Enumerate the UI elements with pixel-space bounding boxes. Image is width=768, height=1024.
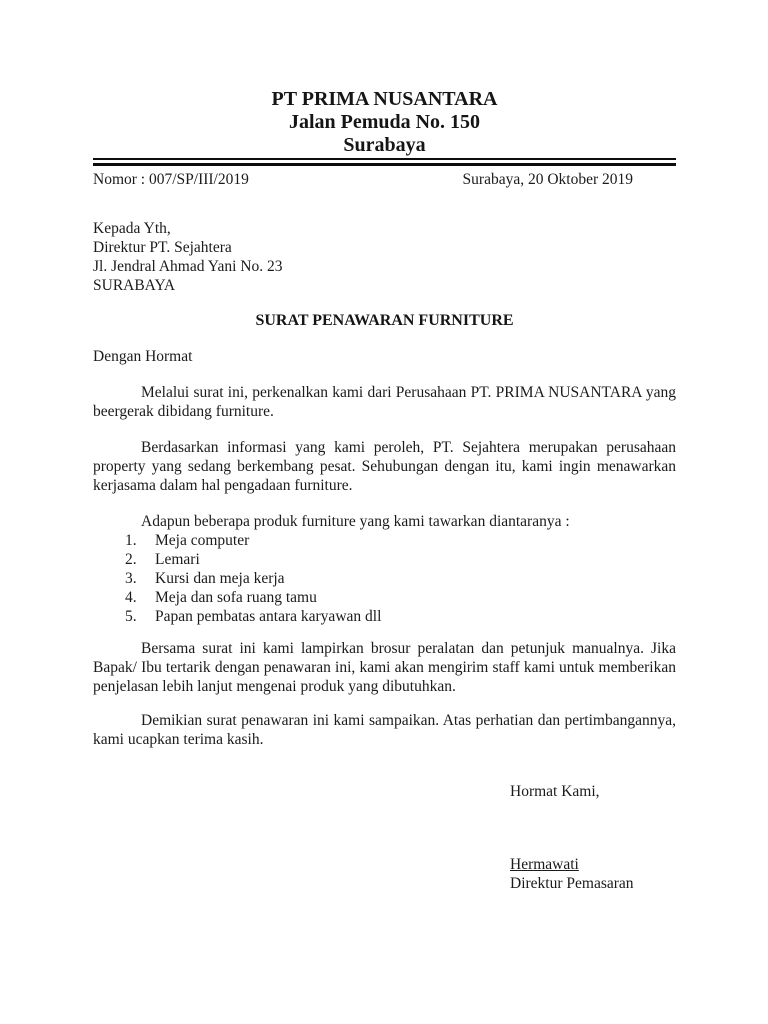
list-item-number: 4. (125, 589, 137, 606)
list-item (125, 607, 676, 626)
letter-place-date: Surabaya, 20 Oktober 2019 (462, 171, 633, 188)
paragraph-background: Berdasarkan informasi yang kami peroleh, PT. Sejahtera merupakan perusahaan property yang sedang berkembang pesat. Sehubungan dengan itu, kami ingin menawarkan kerjasama dalam hal pengadaan furniture. (93, 439, 676, 494)
signature-position: Direktur Pemasaran (510, 875, 634, 892)
list-item-number: 1. (125, 532, 137, 549)
list-item (125, 569, 676, 588)
recipient-line: Jl. Jendral Ahmad Yani No. 23 (93, 258, 283, 275)
meta-row (93, 170, 676, 189)
signature-name: Hermawati (510, 856, 579, 873)
product-list-intro: Adapun beberapa produk furniture yang kami tawarkan diantaranya : (141, 513, 570, 530)
salutation: Dengan Hormat (93, 348, 193, 365)
subject-title: SURAT PENAWARAN FURNITURE (255, 312, 514, 329)
list-item-number: 5. (125, 608, 137, 625)
closing-block (510, 782, 676, 893)
paragraph-attachment: Bersama surat ini kami lampirkan brosur peralatan dan petunjuk manualnya. Jika Bapak/ Ibu tertarik dengan penawaran ini, kami akan mengirim staff kami untuk memberikan penjelasan lebih lanjut mengenai produk yang dibutuhkan. (93, 640, 676, 695)
paragraph-closing: Demikian surat penawaran ini kami sampaikan. Atas perhatian dan pertimbangannya, kami ucapkan terima kasih. (93, 712, 676, 748)
list-item-text: Meja computer (155, 532, 250, 549)
list-item-text: Papan pembatas antara karyawan dll (155, 608, 382, 625)
signoff: Hormat Kami, (510, 783, 600, 800)
list-item-number: 3. (125, 570, 137, 587)
header-divider (93, 158, 676, 166)
recipient-line: SURABAYA (93, 277, 176, 294)
letterhead-city: Surabaya (343, 134, 426, 156)
list-item-number: 2. (125, 551, 137, 568)
recipient-line: Kepada Yth, (93, 220, 171, 237)
product-list (125, 531, 676, 626)
list-item (125, 588, 676, 607)
list-item-text: Lemari (155, 551, 200, 568)
recipient-block (93, 219, 676, 295)
letter-number: Nomor : 007/SP/III/2019 (93, 171, 249, 188)
letterhead (93, 88, 676, 157)
list-item-text: Meja dan sofa ruang tamu (155, 589, 317, 606)
letterhead-address: Jalan Pemuda No. 150 (288, 111, 481, 133)
recipient-line: Direktur PT. Sejahtera (93, 239, 232, 256)
list-item-text: Kursi dan meja kerja (155, 570, 285, 587)
letterhead-company: PT PRIMA NUSANTARA (271, 88, 498, 110)
list-item (125, 550, 676, 569)
list-item (125, 531, 676, 550)
paragraph-opening: Melalui surat ini, perkenalkan kami dari Perusahaan PT. PRIMA NUSANTARA yang beergerak dibidang furniture. (93, 384, 676, 420)
